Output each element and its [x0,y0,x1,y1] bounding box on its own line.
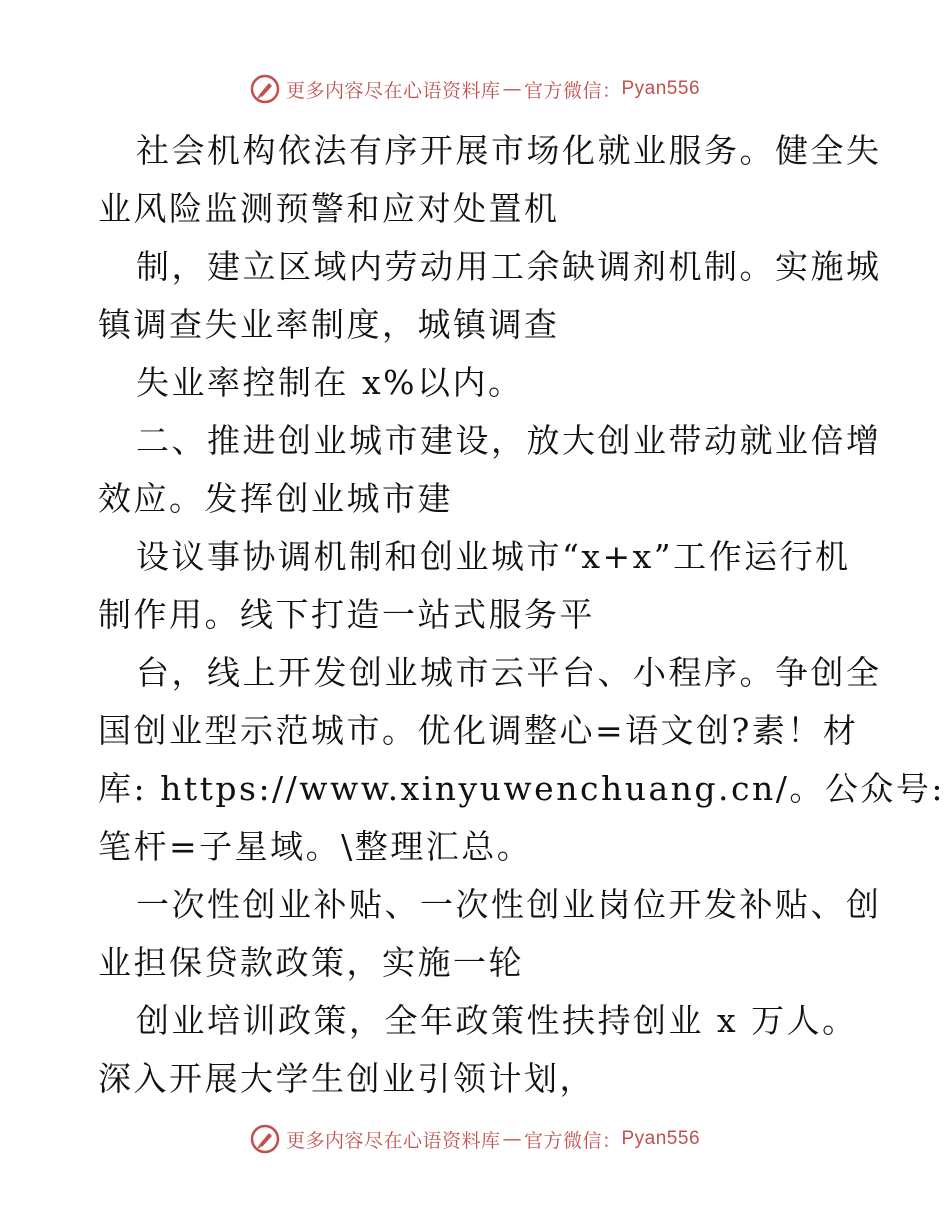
document-body [98,122,945,1108]
watermark-text: 更多内容尽在心语资料库 [285,79,501,102]
watermark-suffix: 官方微信： [523,1129,622,1152]
text-line: 镇调查失业率制度，城镇调查 [98,305,560,344]
pen-logo-icon [250,74,280,104]
footer-watermark [0,1124,950,1154]
text-line: 社会机构依法有序开展市场化就业服务。健全失 [136,131,882,170]
text-line: 创业培训政策，全年政策性扶持创业 x 万人。 [136,1001,858,1040]
pen-logo-icon [250,1124,280,1154]
text-line: 制，建立区域内劳动用工余缺调剂机制。实施城 [136,247,882,286]
text-line: 笔杆=子星域。\整理汇总。 [98,827,533,866]
text-line: 一次性创业补贴、一次性创业岗位开发补贴、创 [136,885,882,924]
watermark-separator: — [502,1128,522,1150]
text-line: 库: https://www.xinyuwenchuang.cn/。公众号: [98,769,945,808]
text-line: 国创业型示范城市。优化调整心=语文创?素！材 [98,711,859,750]
text-line: 业风险监测预警和应对处置机 [98,189,560,228]
text-line: 深入开展大学生创业引领计划， [98,1059,595,1098]
watermark-separator: — [502,78,522,100]
watermark-text: 更多内容尽在心语资料库 [285,1129,501,1152]
watermark-account: Pyan556 [621,1128,701,1149]
watermark-suffix: 官方微信： [523,79,622,102]
text-line: 失业率控制在 x%以内。 [136,363,524,402]
text-line: 台，线上开发创业城市云平台、小程序。争创全 [136,653,882,692]
text-line: 设议事协调机制和创业城市“x+x”工作运行机 [136,537,851,576]
watermark-account: Pyan556 [621,78,701,99]
header-watermark [0,74,950,104]
text-line: 制作用。线下打造一站式服务平 [98,595,595,634]
text-line: 二、推进创业城市建设，放大创业带动就业倍增 [136,421,882,460]
text-line: 业担保贷款政策，实施一轮 [98,943,524,982]
text-line: 效应。发挥创业城市建 [98,479,453,518]
